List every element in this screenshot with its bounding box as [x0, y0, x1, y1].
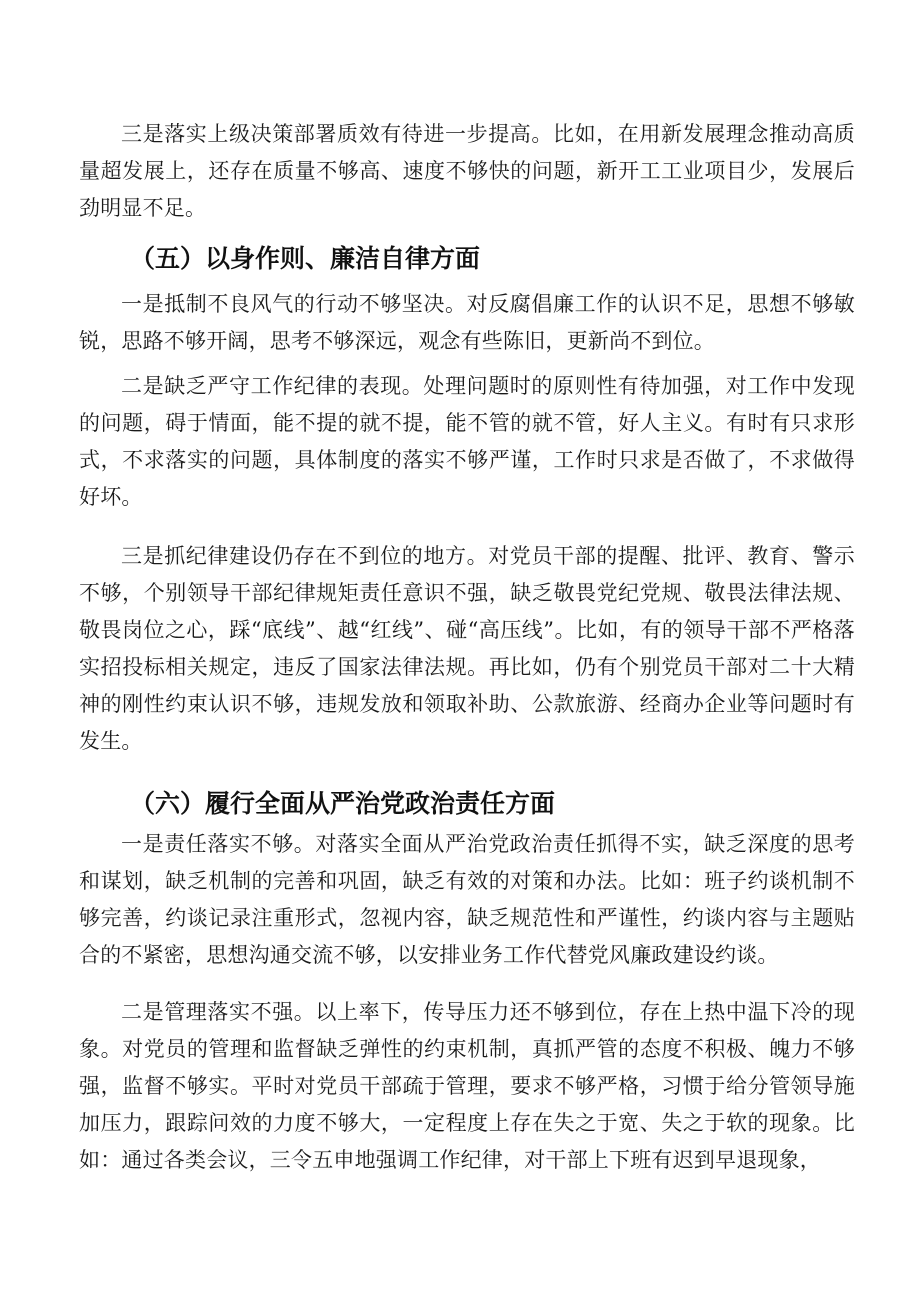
paragraph-4: 三是抓纪律建设仍存在不到位的地方。对党员干部的提醒、批评、教育、警示不够，个别领导干部纪律规矩责任意识不强，缺乏敬畏党纪党规、敬畏法律法规、敬畏岗位之心，踩“底线”、越“红线”、碰“高压线”。比如，有的领导干部不严格落实招投标相关规定，违反了国家法律法规。再比如，仍有个别党员干部对二十大精神的刚性约束认识不够，违规发放和领取补助、公款旅游、经商办企业等问题时有发生。 — [79, 544, 855, 753]
paragraph-5: 一是责任落实不够。对落实全面从严治党政治责任抓得不实，缺乏深度的思考和谋划，缺乏机制的完善和巩固，缺乏有效的对策和办法。比如：班子约谈机制不够完善，约谈记录注重形式，忽视内容，缺乏规范性和严谨性，约谈内容与主题贴合的不紧密，思想沟通交流不够，以安排业务工作代替党风廉政建设约谈。 — [79, 832, 855, 967]
section-heading-5: （五）以身作则、廉洁自律方面 — [130, 244, 481, 273]
section-heading-6: （六）履行全面从严治党政治责任方面 — [130, 789, 556, 818]
paragraph-2: 一是抵制不良风气的行动不够坚决。对反腐倡廉工作的认识不足，思想不够敏锐，思路不够开阔，思考不够深远，观念有些陈旧，更新尚不到位。 — [79, 292, 855, 353]
paragraph-3: 二是缺乏严守工作纪律的表现。处理问题时的原则性有待加强，对工作中发现的问题，碍于情面，能不提的就不提，能不管的就不管，好人主义。有时有只求形式，不求落实的问题，具体制度的落实不够严谨，工作时只求是否做了，不求做得好坏。 — [79, 374, 855, 509]
paragraph-6: 二是管理落实不强。以上率下，传导压力还不够到位，存在上热中温下冷的现象。对党员的管理和监督缺乏弹性的约束机制，真抓严管的态度不积极、魄力不够强，监督不够实。平时对党员干部疏于管理，要求不够严格，习惯于给分管领导施加压力，跟踪问效的力度不够大，一定程度上存在失之于宽、失之于软的现象。比如：通过各类会议，三令五申地强调工作纪律，对干部上下班有迟到早退现象， — [79, 1000, 855, 1172]
paragraph-1: 三是落实上级决策部署质效有待进一步提高。比如，在用新发展理念推动高质量超发展上，还存在质量不够高、速度不够快的问题，新开工工业项目少，发展后劲明显不足。 — [79, 122, 855, 220]
